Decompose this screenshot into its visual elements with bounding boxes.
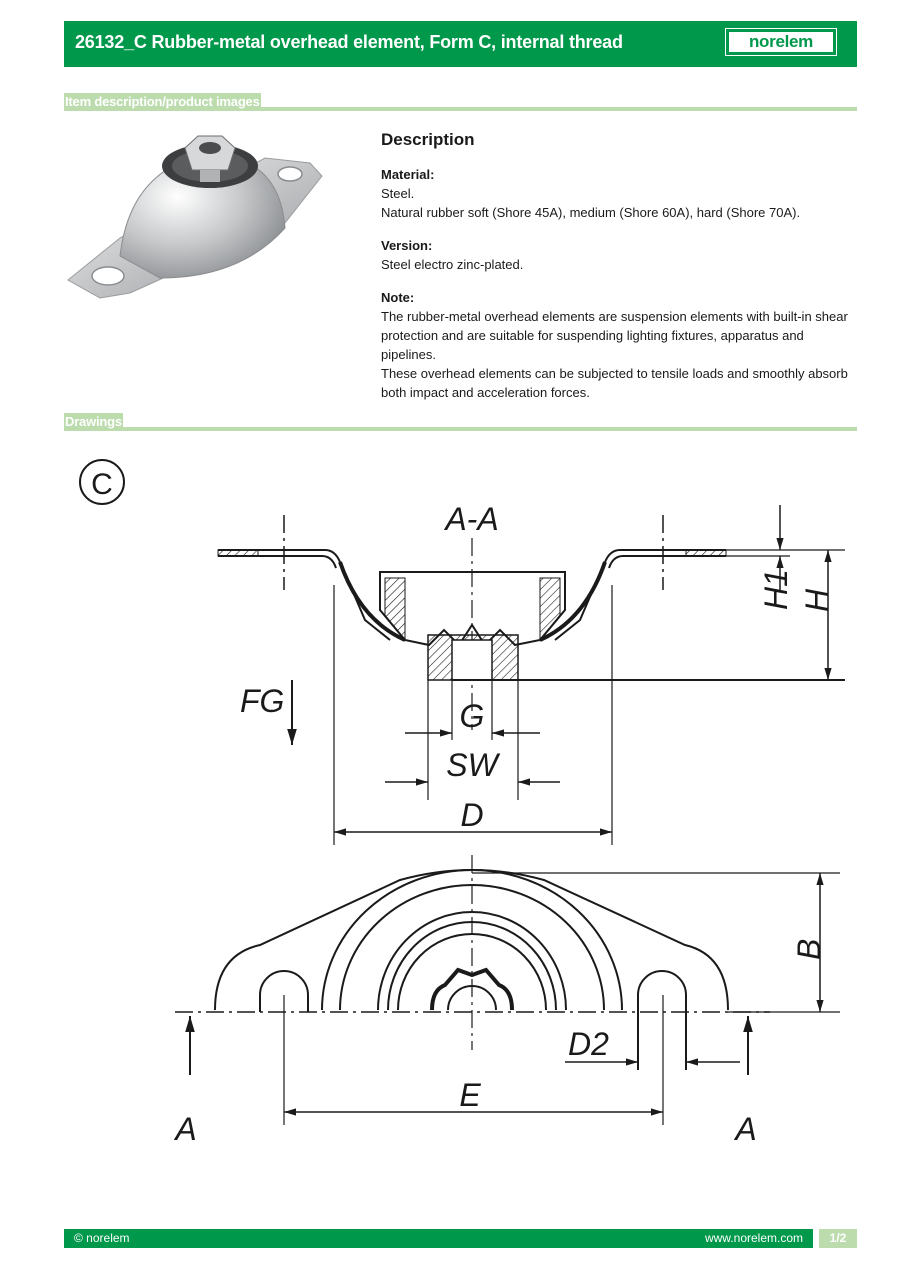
page-title: 26132_C Rubber-metal overhead element, Form C, internal thread [75,32,623,52]
footer-copyright: © norelem [74,1231,130,1245]
section-label-aa: A-A [445,501,499,537]
dim-label-g: G [459,698,485,734]
norelem-logo [725,28,837,56]
note-line: both impact and acceleration forces. [381,385,590,400]
header-bar [64,21,857,67]
version-label: Version: [381,238,433,253]
page-number: 1/2 [819,1229,857,1248]
section-marker-a-right: A [735,1111,757,1147]
version-text: Steel electro zinc-plated. [381,257,524,272]
note-line: These overhead elements can be subjected to tensile loads and smoothly absorb [381,366,848,381]
footer-bar [64,1229,857,1248]
footer-url[interactable]: www.norelem.com [704,1231,803,1245]
technical-drawing [60,450,860,1170]
section-divider [64,427,857,431]
material-line: Steel. [381,186,415,201]
description-block [381,128,861,402]
dim-label-h1: H1 [758,569,794,610]
form-symbol-label: C [91,468,113,501]
logo-text: norelem [729,32,833,52]
description-heading: Description [381,130,475,149]
section-label-drawings: Drawings [65,414,122,429]
note-line: The rubber-metal overhead elements are suspension elements with built-in shear [381,309,848,324]
material-label: Material: [381,167,435,182]
housing-outline [218,556,336,568]
housing-outline [609,556,726,568]
dim-label-fg: FG [240,683,285,719]
section-label-images: Item description/product images [65,94,260,109]
section-marker-a-left: A [175,1111,197,1147]
housing-outline [218,550,390,640]
note-line: protection and are suitable for suspending lighting fixtures, apparatus and pipelines. [381,328,804,362]
dim-label-e: E [459,1077,481,1113]
dim-label-h: H [799,588,835,612]
dim-label-d: D [460,797,484,833]
footer-main [64,1229,813,1248]
dim-label-b: B [791,938,827,960]
housing-outline [555,550,726,640]
mounting-slot [638,971,686,1070]
section-bar-images [64,93,857,111]
section-bar-drawings [64,413,857,431]
material-line: Natural rubber soft (Shore 45A), medium (Shore 60A), hard (Shore 70A). [381,205,801,220]
dim-label-sw: SW [446,747,498,783]
product-image [60,128,326,306]
dim-label-d2: D2 [568,1026,609,1062]
note-label: Note: [381,290,415,305]
